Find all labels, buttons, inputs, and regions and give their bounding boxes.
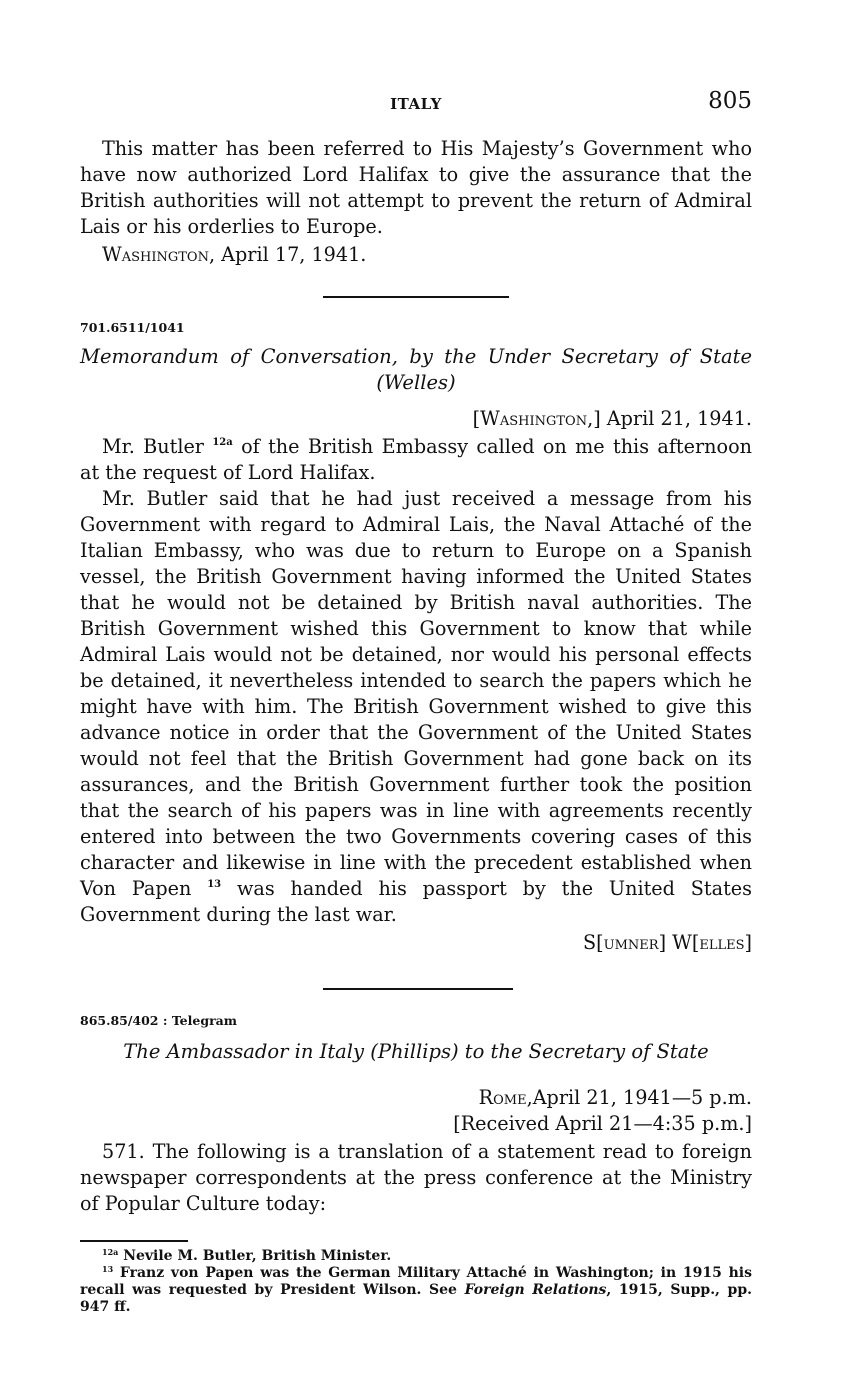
footnote-12a-text: Nevile M. Butler, British Minister. bbox=[123, 1248, 392, 1264]
doc3-dateline-place: Rome, bbox=[478, 1086, 533, 1109]
doc3-paragraph: 571. The following is a translation of a statement read to foreign newspaper correspondents at the press conference at the Ministry of Popular Culture today: bbox=[80, 1140, 752, 1215]
footnotes bbox=[80, 1248, 752, 1316]
doc1-dateline-date: April 17, 1941. bbox=[221, 243, 367, 266]
doc2-signature: S[umner] W[elles] bbox=[583, 931, 752, 954]
doc2-dateline-place: Washington, bbox=[480, 407, 594, 430]
doc2-file-number: 701.6511/1041 bbox=[80, 320, 185, 335]
doc2-para1-end: of the British Embassy called on me this afternoon at the request of Lord Halifax. bbox=[80, 435, 752, 484]
footnote-13 bbox=[80, 1265, 752, 1316]
doc3-title: The Ambassador in Italy (Phillips) to the Secretary of State bbox=[123, 1040, 709, 1063]
doc3-dateline bbox=[80, 1085, 752, 1111]
footnote-mark-13: 13 bbox=[102, 1264, 114, 1274]
doc1-paragraph: This matter has been referred to His Majesty’s Government who have now authorized Lord Halifax to give the assurance that the British authorities will not attempt to prevent the return of Admiral Lais or his orderlies to Europe. bbox=[80, 137, 752, 238]
footnote-13-text-start: Franz von Papen was the German Military Attaché in Washington; in 1915 his recall was requested by President Wilson. See bbox=[80, 1265, 753, 1298]
doc3-section bbox=[80, 1013, 752, 1217]
doc1-dateline-place: Washington, bbox=[102, 243, 216, 266]
doc3-dateline-date: April 21, 1941—5 p.m. bbox=[532, 1086, 752, 1109]
footnote-divider bbox=[80, 1240, 188, 1242]
doc3-received: [Received April 21—4:35 p.m.] bbox=[453, 1112, 752, 1135]
section-divider-2 bbox=[323, 988, 513, 990]
doc2-para2-end: was handed his passport by the United States Government during the last war. bbox=[80, 877, 752, 926]
footnote-ref-12a: 12a bbox=[212, 437, 233, 448]
doc2-paragraph-1 bbox=[80, 434, 752, 486]
running-title: ITALY bbox=[390, 95, 442, 113]
doc2-title-line1: Memorandum of Conversation, by the Under Secretary of State bbox=[80, 345, 752, 368]
section-divider-1 bbox=[323, 296, 509, 298]
footnote-ref-13: 13 bbox=[207, 879, 222, 890]
doc2-paragraph-2 bbox=[80, 486, 752, 928]
doc2-dateline-open: [ bbox=[472, 407, 481, 430]
doc2-para1-start: Mr. Butler bbox=[102, 435, 204, 458]
doc2-para2-start: Mr. Butler said that he had just received a message from his Government with regard to Admiral Lais, the Naval Attaché of the Italian Embassy, who was due to return to Europe on a Spanish vessel, the British Government having informed the United States that he would not be detained by British naval authorities. The British Government wished this Government to know that while Admiral Lais would not be detained, nor would his personal effects be detained, it nevertheless intended to search the papers which he might have with him. The British Government wished to give this advance notice in order that the Government of the United States would not feel that the British Government had gone back on its assurances, and the British Government further took the position that the search of his papers was in line with agreements recently entered into between the two Governments covering cases of this character and likewise in line with the precedent established when Von Papen bbox=[80, 487, 752, 900]
page-number: 805 bbox=[708, 88, 752, 114]
doc2-section bbox=[80, 320, 752, 956]
doc2-title-line2: (Welles) bbox=[376, 371, 456, 394]
doc1-dateline bbox=[80, 242, 752, 268]
footnote-13-text-end: , 1915, Supp., pp. 947 ff. bbox=[80, 1282, 752, 1315]
doc3-file-number: 865.85/402 : Telegram bbox=[80, 1013, 237, 1028]
footnote-13-reference: Foreign Relations bbox=[464, 1282, 607, 1298]
footnote-12a bbox=[80, 1248, 752, 1265]
doc1-section bbox=[80, 136, 752, 268]
doc2-dateline bbox=[80, 406, 752, 432]
page-header bbox=[80, 88, 752, 120]
doc2-dateline-rest: ] April 21, 1941. bbox=[593, 407, 752, 430]
footnote-mark-12a: 12a bbox=[102, 1247, 119, 1257]
